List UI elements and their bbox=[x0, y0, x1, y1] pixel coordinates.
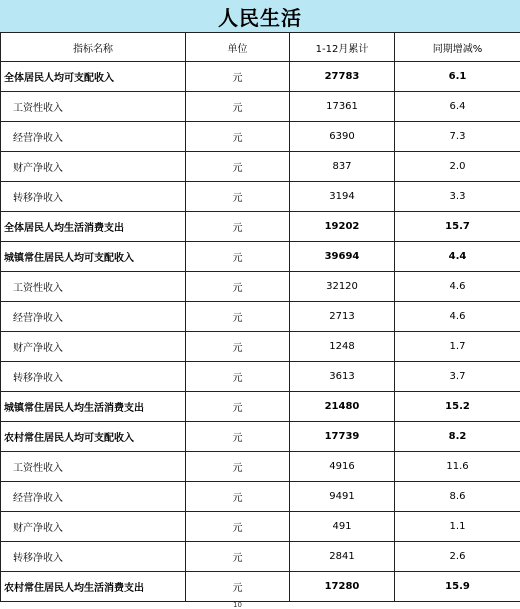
header-unit: 单位 bbox=[186, 33, 290, 62]
unit-cell: 元 bbox=[186, 242, 290, 272]
indicator-name-cell: 财产净收入 bbox=[1, 512, 186, 542]
indicator-name-cell: 经营净收入 bbox=[1, 482, 186, 512]
yoy-change-cell: 15.2 bbox=[395, 392, 520, 422]
yoy-change-cell: 4.6 bbox=[395, 272, 520, 302]
table-header-row bbox=[1, 33, 520, 62]
cumulative-value-cell: 19202 bbox=[290, 212, 395, 242]
indicator-name-cell: 经营净收入 bbox=[1, 122, 186, 152]
indicator-name-cell: 转移净收入 bbox=[1, 362, 186, 392]
cumulative-value-cell: 2841 bbox=[290, 542, 395, 572]
cumulative-value-cell: 32120 bbox=[290, 272, 395, 302]
yoy-change-cell: 6.1 bbox=[395, 62, 520, 92]
unit-cell: 元 bbox=[186, 152, 290, 182]
table-row bbox=[1, 122, 520, 152]
cumulative-value-cell: 17739 bbox=[290, 422, 395, 452]
indicator-name-cell: 工资性收入 bbox=[1, 272, 186, 302]
page-number: 10 bbox=[233, 601, 242, 609]
yoy-change-cell: 1.1 bbox=[395, 512, 520, 542]
indicator-name-cell: 全体居民人均生活消费支出 bbox=[1, 212, 186, 242]
unit-cell: 元 bbox=[186, 62, 290, 92]
cumulative-value-cell: 6390 bbox=[290, 122, 395, 152]
yoy-change-cell: 2.0 bbox=[395, 152, 520, 182]
unit-cell: 元 bbox=[186, 92, 290, 122]
table-row bbox=[1, 392, 520, 422]
table-row bbox=[1, 212, 520, 242]
yoy-change-cell: 1.7 bbox=[395, 332, 520, 362]
yoy-change-cell: 11.6 bbox=[395, 452, 520, 482]
indicator-name-cell: 农村常住居民人均可支配收入 bbox=[1, 422, 186, 452]
unit-cell: 元 bbox=[186, 392, 290, 422]
cumulative-value-cell: 3194 bbox=[290, 182, 395, 212]
cumulative-value-cell: 3613 bbox=[290, 362, 395, 392]
table-row bbox=[1, 62, 520, 92]
table-row bbox=[1, 272, 520, 302]
cumulative-value-cell: 17280 bbox=[290, 572, 395, 602]
header-indicator-name: 指标名称 bbox=[1, 33, 186, 62]
unit-cell: 元 bbox=[186, 272, 290, 302]
yoy-change-cell: 3.7 bbox=[395, 362, 520, 392]
table-row bbox=[1, 512, 520, 542]
indicator-name-cell: 转移净收入 bbox=[1, 182, 186, 212]
yoy-change-cell: 4.6 bbox=[395, 302, 520, 332]
unit-cell: 元 bbox=[186, 482, 290, 512]
yoy-change-cell: 7.3 bbox=[395, 122, 520, 152]
table-row bbox=[1, 422, 520, 452]
cumulative-value-cell: 1248 bbox=[290, 332, 395, 362]
header-cumulative: 1-12月累计 bbox=[290, 33, 395, 62]
table-row bbox=[1, 452, 520, 482]
page-title: 人民生活 bbox=[0, 0, 520, 32]
unit-cell: 元 bbox=[186, 212, 290, 242]
indicator-name-cell: 经营净收入 bbox=[1, 302, 186, 332]
table-row bbox=[1, 152, 520, 182]
indicator-name-cell: 工资性收入 bbox=[1, 92, 186, 122]
table-row bbox=[1, 542, 520, 572]
yoy-change-cell: 15.9 bbox=[395, 572, 520, 602]
unit-cell: 元 bbox=[186, 422, 290, 452]
table-row bbox=[1, 242, 520, 272]
indicator-name-cell: 财产净收入 bbox=[1, 152, 186, 182]
table-row bbox=[1, 482, 520, 512]
unit-cell: 元 bbox=[186, 302, 290, 332]
indicator-name-cell: 全体居民人均可支配收入 bbox=[1, 62, 186, 92]
header-yoy-change: 同期增减% bbox=[395, 33, 520, 62]
cumulative-value-cell: 21480 bbox=[290, 392, 395, 422]
table-row bbox=[1, 92, 520, 122]
table-row bbox=[1, 302, 520, 332]
yoy-change-cell: 15.7 bbox=[395, 212, 520, 242]
indicator-name-cell: 工资性收入 bbox=[1, 452, 186, 482]
indicator-name-cell: 城镇常住居民人均可支配收入 bbox=[1, 242, 186, 272]
yoy-change-cell: 2.6 bbox=[395, 542, 520, 572]
yoy-change-cell: 8.2 bbox=[395, 422, 520, 452]
unit-cell: 元 bbox=[186, 572, 290, 602]
indicator-name-cell: 转移净收入 bbox=[1, 542, 186, 572]
cumulative-value-cell: 9491 bbox=[290, 482, 395, 512]
indicator-name-cell: 财产净收入 bbox=[1, 332, 186, 362]
unit-cell: 元 bbox=[186, 452, 290, 482]
yoy-change-cell: 8.6 bbox=[395, 482, 520, 512]
indicator-name-cell: 农村常住居民人均生活消费支出 bbox=[1, 572, 186, 602]
cumulative-value-cell: 27783 bbox=[290, 62, 395, 92]
table-row bbox=[1, 332, 520, 362]
cumulative-value-cell: 39694 bbox=[290, 242, 395, 272]
table-row bbox=[1, 572, 520, 602]
cumulative-value-cell: 491 bbox=[290, 512, 395, 542]
unit-cell: 元 bbox=[186, 362, 290, 392]
statistics-table bbox=[0, 32, 520, 602]
table-row bbox=[1, 182, 520, 212]
unit-cell: 元 bbox=[186, 512, 290, 542]
cumulative-value-cell: 17361 bbox=[290, 92, 395, 122]
yoy-change-cell: 3.3 bbox=[395, 182, 520, 212]
cumulative-value-cell: 837 bbox=[290, 152, 395, 182]
yoy-change-cell: 6.4 bbox=[395, 92, 520, 122]
cumulative-value-cell: 4916 bbox=[290, 452, 395, 482]
cumulative-value-cell: 2713 bbox=[290, 302, 395, 332]
unit-cell: 元 bbox=[186, 122, 290, 152]
table-row bbox=[1, 362, 520, 392]
indicator-name-cell: 城镇常住居民人均生活消费支出 bbox=[1, 392, 186, 422]
unit-cell: 元 bbox=[186, 332, 290, 362]
unit-cell: 元 bbox=[186, 182, 290, 212]
unit-cell: 元 bbox=[186, 542, 290, 572]
yoy-change-cell: 4.4 bbox=[395, 242, 520, 272]
